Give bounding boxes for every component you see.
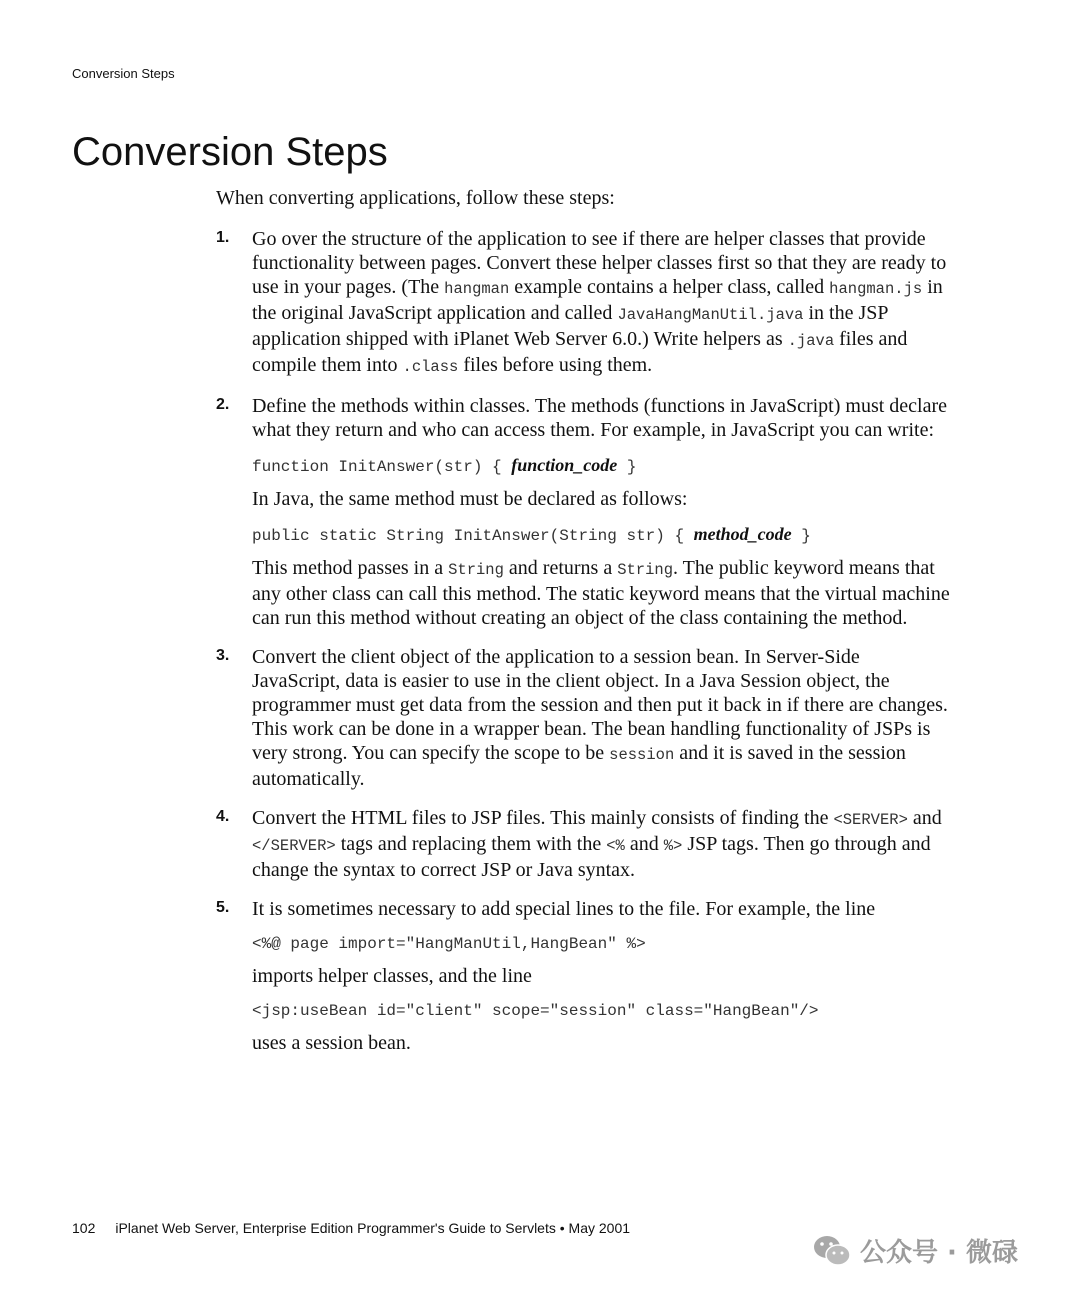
- text-run: . The public keyword means that any other class can call this method. The static keyword means that the virtual machine can run this method without creating an object of the class containing the method.: [252, 557, 950, 629]
- list-item: [216, 227, 952, 379]
- wechat-icon: [812, 1234, 852, 1268]
- code-inline: .class: [402, 358, 459, 376]
- code-inline: hangman.js: [829, 280, 923, 298]
- text-run: in the JSP application shipped with iPlanet Web Server 6.0.) Write helpers as: [252, 302, 888, 350]
- watermark-text: 公众号 · 微碌: [860, 1238, 1018, 1268]
- intro-paragraph: When converting applications, follow these steps:: [216, 187, 615, 209]
- code-text: }: [791, 527, 811, 545]
- step-paragraph: [252, 556, 952, 630]
- text-run: Convert the client object of the application to a session bean. In Server-Side JavaScript, data is easier to use in the client object. In a Java Session object, the programmer must get data from the session and then put it back in if there are changes. This work can be done in a wrapper bean. The bean handling functionality of JSPs is very strong. You can specify the scope to be: [252, 646, 948, 764]
- list-item: [216, 645, 952, 791]
- code-block: <%@ page import="HangManUtil,HangBean" %>: [252, 935, 646, 953]
- steps-list: [216, 227, 952, 1055]
- step-number: 4.: [216, 808, 230, 825]
- code-block: <jsp:useBean id="client" scope="session" class="HangBean"/>: [252, 1002, 819, 1020]
- step-paragraph: [252, 645, 952, 791]
- text-run: files before using them.: [458, 354, 653, 376]
- step-number: 2.: [216, 396, 230, 413]
- code-inline: JavaHangManUtil.java: [617, 306, 804, 324]
- code-placeholder: function_code: [511, 455, 618, 475]
- code-inline: hangman: [444, 280, 510, 298]
- step-number: 1.: [216, 229, 230, 246]
- code-inline: String: [617, 561, 674, 579]
- text-run: and: [907, 807, 942, 829]
- footer-text: iPlanet Web Server, Enterprise Edition Programmer's Guide to Servlets • May 2001: [115, 1220, 631, 1236]
- text-run: and it is saved in the session automatically.: [252, 742, 906, 790]
- step-paragraph: It is sometimes necessary to add special lines to the file. For example, the line: [252, 898, 876, 920]
- watermark: [812, 1232, 1018, 1269]
- code-block: [252, 453, 952, 479]
- text-run: example contains a helper class, called: [509, 276, 830, 298]
- text-run: and returns a: [503, 557, 618, 579]
- code-inline: .java: [787, 332, 835, 350]
- code-inline: <SERVER>: [833, 811, 908, 829]
- page-footer: [72, 1220, 630, 1236]
- code-inline: </SERVER>: [252, 837, 336, 855]
- text-run: in the original JavaScript application and called: [252, 276, 943, 324]
- code-placeholder: method_code: [693, 524, 792, 544]
- step-paragraph: imports helper classes, and the line: [252, 965, 532, 987]
- code-inline: <%: [606, 837, 625, 855]
- page-title: Conversion Steps: [72, 130, 388, 174]
- list-item: [216, 806, 952, 882]
- code-inline: session: [609, 746, 675, 764]
- code-text: function InitAnswer(str) {: [252, 458, 512, 476]
- step-paragraph: In Java, the same method must be declared as follows:: [252, 488, 688, 510]
- text-run: files and compile them into: [252, 328, 908, 376]
- step-paragraph: [252, 806, 952, 882]
- code-block: [252, 522, 952, 548]
- step-paragraph: [252, 227, 952, 379]
- body-text: [216, 186, 952, 1070]
- code-text: }: [617, 458, 637, 476]
- text-run: Convert the HTML files to JSP files. This mainly consists of finding the: [252, 807, 834, 829]
- text-run: This method passes in a: [252, 557, 449, 579]
- step-number: 3.: [216, 647, 230, 664]
- text-run: and: [624, 833, 664, 855]
- code-text: public static String InitAnswer(String str) {: [252, 527, 694, 545]
- text-run: tags and replacing them with the: [335, 833, 607, 855]
- code-inline: %>: [663, 837, 683, 855]
- list-item: [216, 394, 952, 630]
- step-paragraph: Define the methods within classes. The methods (functions in JavaScript) must declare what they return and who can access them. For example, in JavaScript you can write:: [252, 395, 948, 441]
- page-number: 102: [72, 1220, 96, 1236]
- text-run: Go over the structure of the application to see if there are helper classes that provide functionality between pages. Convert these helper classes first so that they are ready to use in your pages. (The: [252, 228, 947, 298]
- step-paragraph: uses a session bean.: [252, 1032, 411, 1054]
- running-header: Conversion Steps: [72, 66, 175, 81]
- list-item: [216, 897, 952, 1055]
- code-inline: String: [448, 561, 504, 579]
- step-number: 5.: [216, 899, 230, 916]
- text-run: JSP tags. Then go through and change the syntax to correct JSP or Java syntax.: [252, 833, 931, 881]
